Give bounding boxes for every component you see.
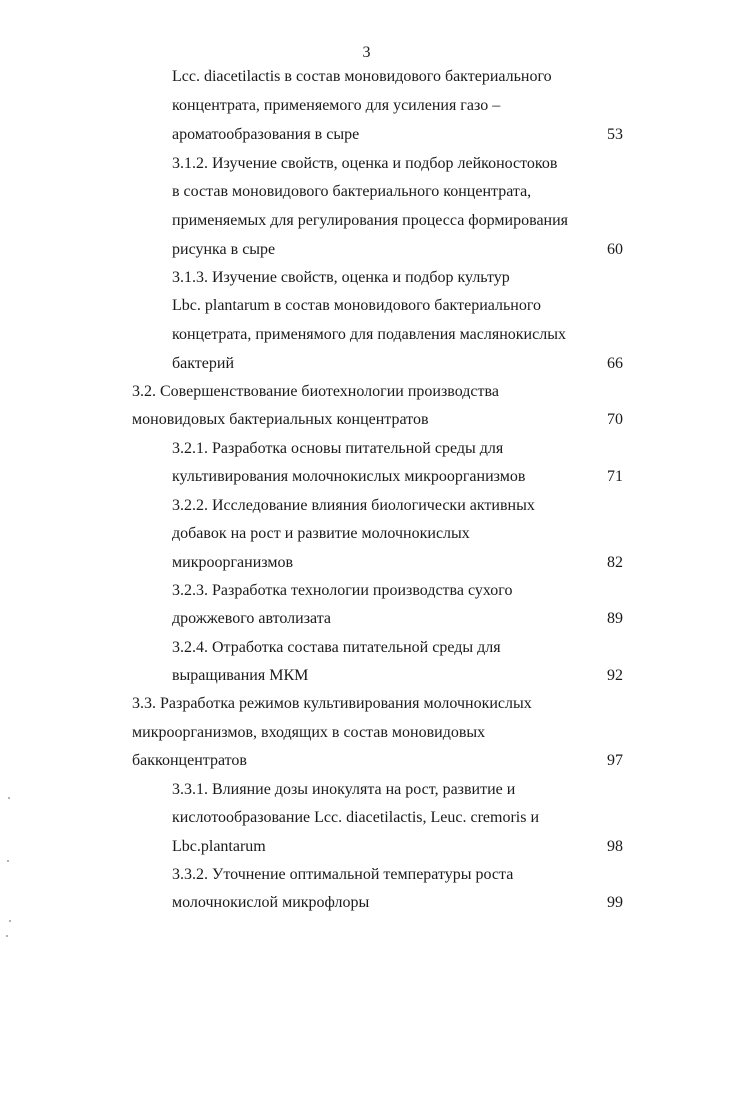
toc-page-number: 53: [607, 126, 623, 143]
toc-line: 3.3.1. Влияние дозы инокулята на рост, развитие и: [172, 781, 516, 798]
toc-page-number: 71: [607, 468, 623, 485]
toc-line: концетрата, применямого для подавления маслянокислых: [172, 326, 566, 343]
toc-line: рисунка в сыре: [172, 241, 276, 258]
toc-page-number: 92: [607, 667, 623, 684]
toc-line: Lbc. plantarum в состав моновидового бактериального: [172, 297, 542, 314]
toc-line: применяемых для регулирования процесса формирования: [172, 212, 569, 229]
scan-speck: [9, 920, 11, 922]
toc-line: 3.2.4. Отработка состава питательной среды для: [172, 639, 501, 656]
toc-line: 3.2.1. Разработка основы питательной среды для: [172, 440, 504, 457]
toc-line: моновидовых бактериальных концентратов: [132, 411, 429, 428]
toc-line: бактерий: [172, 355, 235, 372]
toc-line: микроорганизмов, входящих в состав моновидовых: [132, 724, 486, 741]
toc-line: 3.3. Разработка режимов культивирования молочнокислых: [132, 695, 532, 712]
toc-line: 3.2.3. Разработка технологии производства сухого: [172, 582, 513, 599]
toc-line: 3.1.3. Изучение свойств, оценка и подбор культур: [172, 269, 510, 286]
toc-page-number: 98: [607, 838, 623, 855]
toc-line: ароматообразования в сыре: [172, 126, 360, 143]
toc-line: дрожжевого автолизата: [172, 610, 332, 627]
toc-line: в состав моновидового бактериального концентрата,: [172, 183, 532, 200]
toc-line: выращивания МКМ: [172, 667, 309, 684]
toc-line: добавок на рост и развитие молочнокислых: [172, 525, 470, 542]
toc-line: 3.3.2. Уточнение оптимальной температуры роста: [172, 866, 514, 883]
toc-line: Lbc.plantarum: [172, 838, 266, 855]
toc-page-number: 89: [607, 610, 623, 627]
toc-line: кислотообразование Lcc. diacetilactis, Leuc. cremoris и: [172, 809, 540, 826]
toc-line: 3.2. Совершенствование биотехнологии производства: [132, 383, 499, 400]
toc-line: культивирования молочнокислых микроорганизмов: [172, 468, 526, 485]
toc-page-number: 97: [607, 752, 623, 769]
toc-line: 3.2.2. Исследование влияния биологически активных: [172, 497, 535, 514]
toc-page-number: 70: [607, 411, 623, 428]
toc-page-number: 99: [607, 894, 623, 911]
toc-page-number: 66: [607, 355, 623, 372]
toc-line: молочнокислой микрофлоры: [172, 894, 370, 911]
toc-page-number: 60: [607, 241, 623, 258]
scan-speck: [8, 797, 10, 799]
scan-speck: [6, 935, 8, 937]
toc-line: концентрата, применяемого для усиления газо –: [172, 97, 501, 114]
toc-line: микроорганизмов: [172, 554, 294, 571]
toc-page-number: 82: [607, 554, 623, 571]
toc-line: 3.1.2. Изучение свойств, оценка и подбор лейконостоков: [172, 155, 558, 172]
scan-speck: [7, 860, 9, 862]
page-number: 3: [362, 44, 371, 61]
toc-line: бакконцентратов: [132, 752, 247, 769]
toc-line: Lcc. diacetilactis в состав моновидового бактериального: [172, 68, 552, 85]
